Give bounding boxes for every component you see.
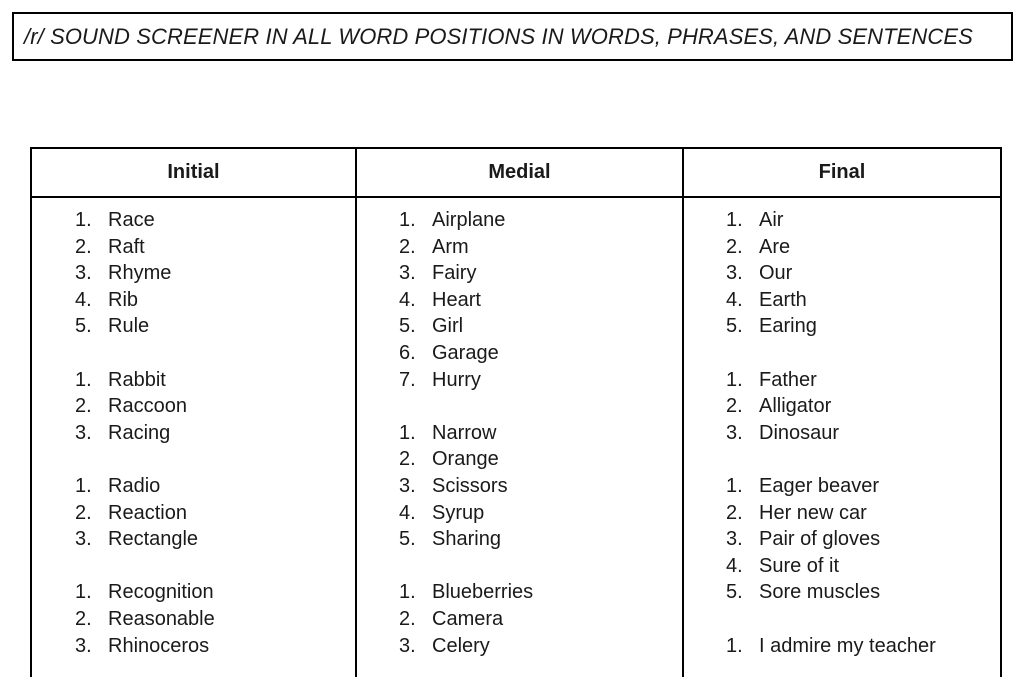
item-word: Reaction	[108, 501, 187, 524]
list-item	[357, 313, 682, 340]
item-word: Earing	[759, 315, 817, 338]
item-number: 1.	[75, 368, 92, 391]
item-number: 5.	[726, 581, 743, 604]
list-item	[32, 207, 355, 234]
list-item	[357, 207, 682, 234]
item-word: Girl	[432, 315, 464, 338]
list-item	[32, 393, 355, 420]
list-item	[32, 234, 355, 261]
list-item	[32, 606, 355, 633]
item-word: Blueberries	[432, 581, 534, 604]
item-number: 3.	[75, 634, 92, 657]
list-item	[32, 579, 355, 606]
list-item	[357, 287, 682, 314]
item-word: Hurry	[432, 368, 481, 391]
list-item	[32, 473, 355, 500]
list-item	[357, 606, 682, 633]
item-number: 3.	[726, 262, 743, 285]
item-word: Rib	[108, 288, 139, 311]
item-word: Rhinoceros	[108, 634, 210, 657]
item-word: Alligator	[759, 395, 832, 418]
item-word: Raccoon	[108, 395, 187, 418]
item-word: Our	[759, 262, 793, 285]
item-number: 3.	[75, 528, 92, 551]
list-item	[684, 393, 1000, 420]
table-body-row	[31, 197, 1001, 677]
list-item	[32, 633, 355, 660]
list-item	[357, 526, 682, 553]
word-group	[32, 473, 355, 553]
item-word: Celery	[432, 634, 490, 657]
medial-column	[356, 197, 683, 677]
list-item	[32, 313, 355, 340]
item-word: I admire my teacher	[759, 634, 936, 657]
word-group	[357, 579, 682, 659]
word-group	[32, 207, 355, 340]
list-item	[357, 633, 682, 660]
item-number: 2.	[75, 501, 92, 524]
item-number: 1.	[726, 474, 743, 497]
item-word: Are	[759, 235, 791, 258]
item-number: 2.	[399, 607, 416, 630]
item-number: 5.	[399, 528, 416, 551]
list-item	[684, 287, 1000, 314]
item-word: Eager beaver	[759, 474, 880, 497]
list-item	[32, 260, 355, 287]
item-word: Rabbit	[108, 368, 166, 391]
item-word: Camera	[432, 607, 504, 630]
item-word: Garage	[432, 341, 499, 364]
item-word: Racing	[108, 421, 171, 444]
item-number: 3.	[75, 421, 92, 444]
item-word: Arm	[432, 235, 469, 258]
item-number: 3.	[399, 262, 416, 285]
list-item	[684, 526, 1000, 553]
list-item	[357, 446, 682, 473]
header-final: Final	[683, 148, 1001, 197]
item-word: Rule	[108, 315, 150, 338]
item-word: Radio	[108, 474, 161, 497]
word-group	[32, 367, 355, 447]
item-number: 3.	[726, 421, 743, 444]
item-number: 3.	[399, 634, 416, 657]
list-item	[684, 633, 1000, 660]
list-item	[684, 553, 1000, 580]
table-header-row	[31, 148, 1001, 197]
word-group	[684, 633, 1000, 660]
item-word: Reasonable	[108, 607, 215, 630]
item-word: Sharing	[432, 528, 501, 551]
item-word: Dinosaur	[759, 421, 840, 444]
item-number: 7.	[399, 368, 416, 391]
item-word: Raft	[108, 235, 145, 258]
item-word: Earth	[759, 288, 807, 311]
item-number: 3.	[399, 474, 416, 497]
list-item	[684, 367, 1000, 394]
word-group	[684, 367, 1000, 447]
word-group	[32, 579, 355, 659]
item-number: 3.	[726, 528, 743, 551]
item-number: 2.	[726, 501, 743, 524]
word-group	[684, 473, 1000, 606]
item-word: Sure of it	[759, 554, 840, 577]
list-item	[357, 340, 682, 367]
item-number: 2.	[75, 235, 92, 258]
item-number: 2.	[75, 395, 92, 418]
list-item	[684, 207, 1000, 234]
list-item	[32, 367, 355, 394]
list-item	[684, 579, 1000, 606]
item-word: Her new car	[759, 501, 867, 524]
list-item	[357, 473, 682, 500]
item-number: 2.	[726, 395, 743, 418]
list-item	[357, 234, 682, 261]
item-number: 2.	[399, 448, 416, 471]
item-number: 1.	[399, 209, 416, 231]
item-number: 1.	[726, 634, 743, 657]
item-word: Sore muscles	[759, 581, 881, 604]
item-number: 2.	[75, 607, 92, 630]
item-number: 1.	[75, 474, 92, 497]
item-word: Father	[759, 368, 817, 391]
item-number: 1.	[399, 581, 416, 604]
initial-column	[31, 197, 356, 677]
item-word: Fairy	[432, 262, 477, 285]
item-number: 3.	[75, 262, 92, 285]
header-initial: Initial	[31, 148, 356, 197]
item-number: 5.	[399, 315, 416, 338]
item-number: 4.	[726, 288, 743, 311]
item-number: 5.	[726, 315, 743, 338]
item-number: 4.	[726, 554, 743, 577]
item-word: Airplane	[432, 209, 506, 231]
list-item	[357, 420, 682, 447]
item-number: 1.	[75, 581, 92, 604]
item-number: 1.	[75, 209, 92, 231]
item-word: Rhyme	[108, 262, 172, 285]
item-number: 4.	[399, 288, 416, 311]
item-word: Heart	[432, 288, 481, 311]
header-medial: Medial	[356, 148, 683, 197]
item-number: 2.	[726, 235, 743, 258]
item-word: Rectangle	[108, 528, 199, 551]
list-item	[357, 500, 682, 527]
document-title: /r/ SOUND SCREENER IN ALL WORD POSITIONS IN WORDS, PHRASES, AND SENTENCES	[12, 12, 1013, 61]
list-item	[684, 500, 1000, 527]
list-item	[357, 579, 682, 606]
item-word: Scissors	[432, 474, 508, 497]
list-item	[684, 420, 1000, 447]
item-number: 2.	[399, 235, 416, 258]
word-group	[684, 207, 1000, 340]
word-position-table	[30, 147, 1002, 677]
item-word: Pair of gloves	[759, 528, 881, 551]
word-group	[357, 207, 682, 393]
item-word: Air	[759, 209, 784, 231]
item-number: 4.	[75, 288, 92, 311]
item-number: 5.	[75, 315, 92, 338]
list-item	[357, 367, 682, 394]
list-item	[684, 260, 1000, 287]
item-number: 1.	[399, 421, 416, 444]
list-item	[32, 287, 355, 314]
item-word: Orange	[432, 448, 499, 471]
list-item	[684, 234, 1000, 261]
item-word: Race	[108, 209, 155, 231]
item-number: 1.	[726, 209, 743, 231]
list-item	[357, 260, 682, 287]
item-word: Recognition	[108, 581, 214, 604]
list-item	[684, 473, 1000, 500]
item-word: Syrup	[432, 501, 485, 524]
list-item	[32, 526, 355, 553]
list-item	[32, 500, 355, 527]
final-column	[683, 197, 1001, 677]
item-word: Narrow	[432, 421, 497, 444]
list-item	[684, 313, 1000, 340]
item-number: 1.	[726, 368, 743, 391]
item-number: 6.	[399, 341, 416, 364]
item-number: 4.	[399, 501, 416, 524]
word-group	[357, 420, 682, 553]
list-item	[32, 420, 355, 447]
